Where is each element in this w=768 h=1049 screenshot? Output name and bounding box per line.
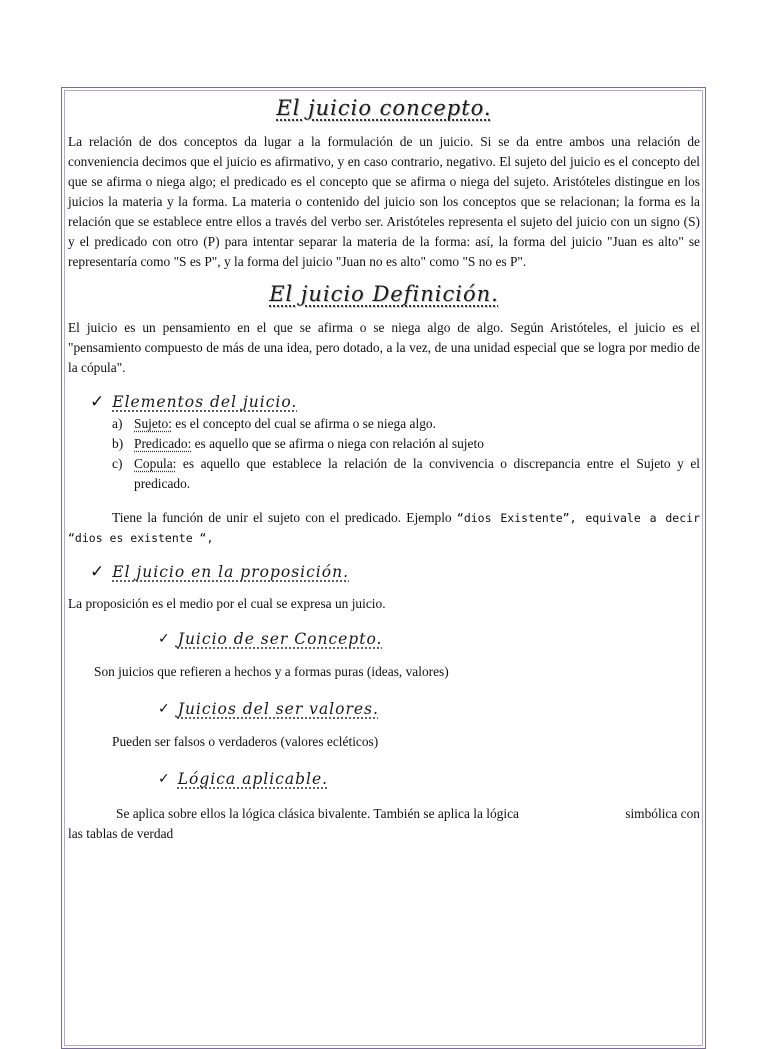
list-marker: a) [112,416,123,431]
list-item [112,434,700,454]
checkmark-icon: ✓ [158,701,170,717]
paragraph-concepto: La relación de dos conceptos da lugar a la formulación de un juicio. Si se da entre ambos una relación de conveniencia decimos que el juicio es afirmativo, y en caso contrario, negativo. El sujeto del juicio es el concepto del que se afirma o niega algo; el predicado es el concepto que se afirma o niega del sujeto. Aristóteles distingue en los juicios la materia y la forma. La materia o contenido del juicio son los conceptos que se relacionan; la forma es la relación que se establece entre ellos a través del verbo ser. Aristóteles representa el sujeto del juicio con un signo (S) y el predicado con otro (P) para intentar separar la materia de la forma: así, la forma del juicio "Juan es alto" se representaría como "S es P", y la forma del juicio "Juan no es alto" como "S no es P". [68,134,700,269]
paragraph-logica-line-2: las tablas de verdad [68,826,174,841]
paragraph-proposicion: La proposición es el medio por el cual se expresa un juicio. [68,596,386,611]
term-copula: Copula: [134,456,177,471]
paragraph-logica-right: simbólica con [625,806,700,821]
list-item [112,414,700,434]
sub-heading-logica-text: Lógica aplicable. [177,770,329,788]
sub-heading-logica [158,770,700,788]
term-sujeto: Sujeto: [134,416,172,431]
section-title-definicion: El juicio Definición. [269,282,499,306]
checkmark-icon: ✓ [90,562,105,582]
elements-heading [90,392,700,412]
list-marker: c) [112,456,123,471]
sub-heading-valores [158,700,700,718]
proposition-heading [90,562,700,582]
definition-predicado: es aquello que se afirma o niega con relación al sujeto [191,436,484,451]
sub-heading-valores-text: Juicios del ser valores. [177,700,379,718]
paragraph-logica-line-1 [68,804,700,824]
proposition-heading-text: El juicio en la proposición. [112,563,350,581]
sub-heading-concepto-text: Juicio de ser Concepto. [177,630,383,648]
sub-heading-concepto [158,630,700,648]
paragraph-logica [68,804,700,844]
definition-sujeto: es el concepto del cual se afirma o se niega algo. [171,416,436,431]
paragraph-logica-left: Se aplica sobre ellos la lógica clásica bivalente. También se aplica la lógica [116,806,519,821]
term-predicado: Predicado: [134,436,192,451]
list-item [112,454,700,494]
list-marker: b) [112,436,124,451]
elements-heading-text: Elementos del juicio. [112,393,298,411]
paragraph-definicion: El juicio es un pensamiento en el que se afirma o se niega algo de algo. Según Aristóteles, el juicio es el "pensamiento compuesto de más de una idea, pero dotado, a la vez, de una unidad especial que se logra por medio de la cópula". [68,320,700,375]
checkmark-icon: ✓ [158,771,170,787]
checkmark-icon: ✓ [90,392,105,412]
copula-note [68,508,700,548]
paragraph-juicio-concepto: Son juicios que refieren a hechos y a formas puras (ideas, valores) [94,664,449,679]
copula-note-text: Tiene la función de unir el sujeto con el predicado. Ejemplo [112,510,457,525]
copula-note-example: “dios Existente”, equivale a decir “dios es existente “, [68,511,700,545]
document-body [68,90,700,844]
checkmark-icon: ✓ [158,631,170,647]
paragraph-juicios-valores: Pueden ser falsos o verdaderos (valores ecléticos) [112,734,379,749]
definition-copula: es aquello que establece la relación de la convivencia o discrepancia entre el Sujeto y el predicado. [134,456,700,491]
section-title-concepto: El juicio concepto. [276,96,492,120]
elements-list [68,414,700,494]
